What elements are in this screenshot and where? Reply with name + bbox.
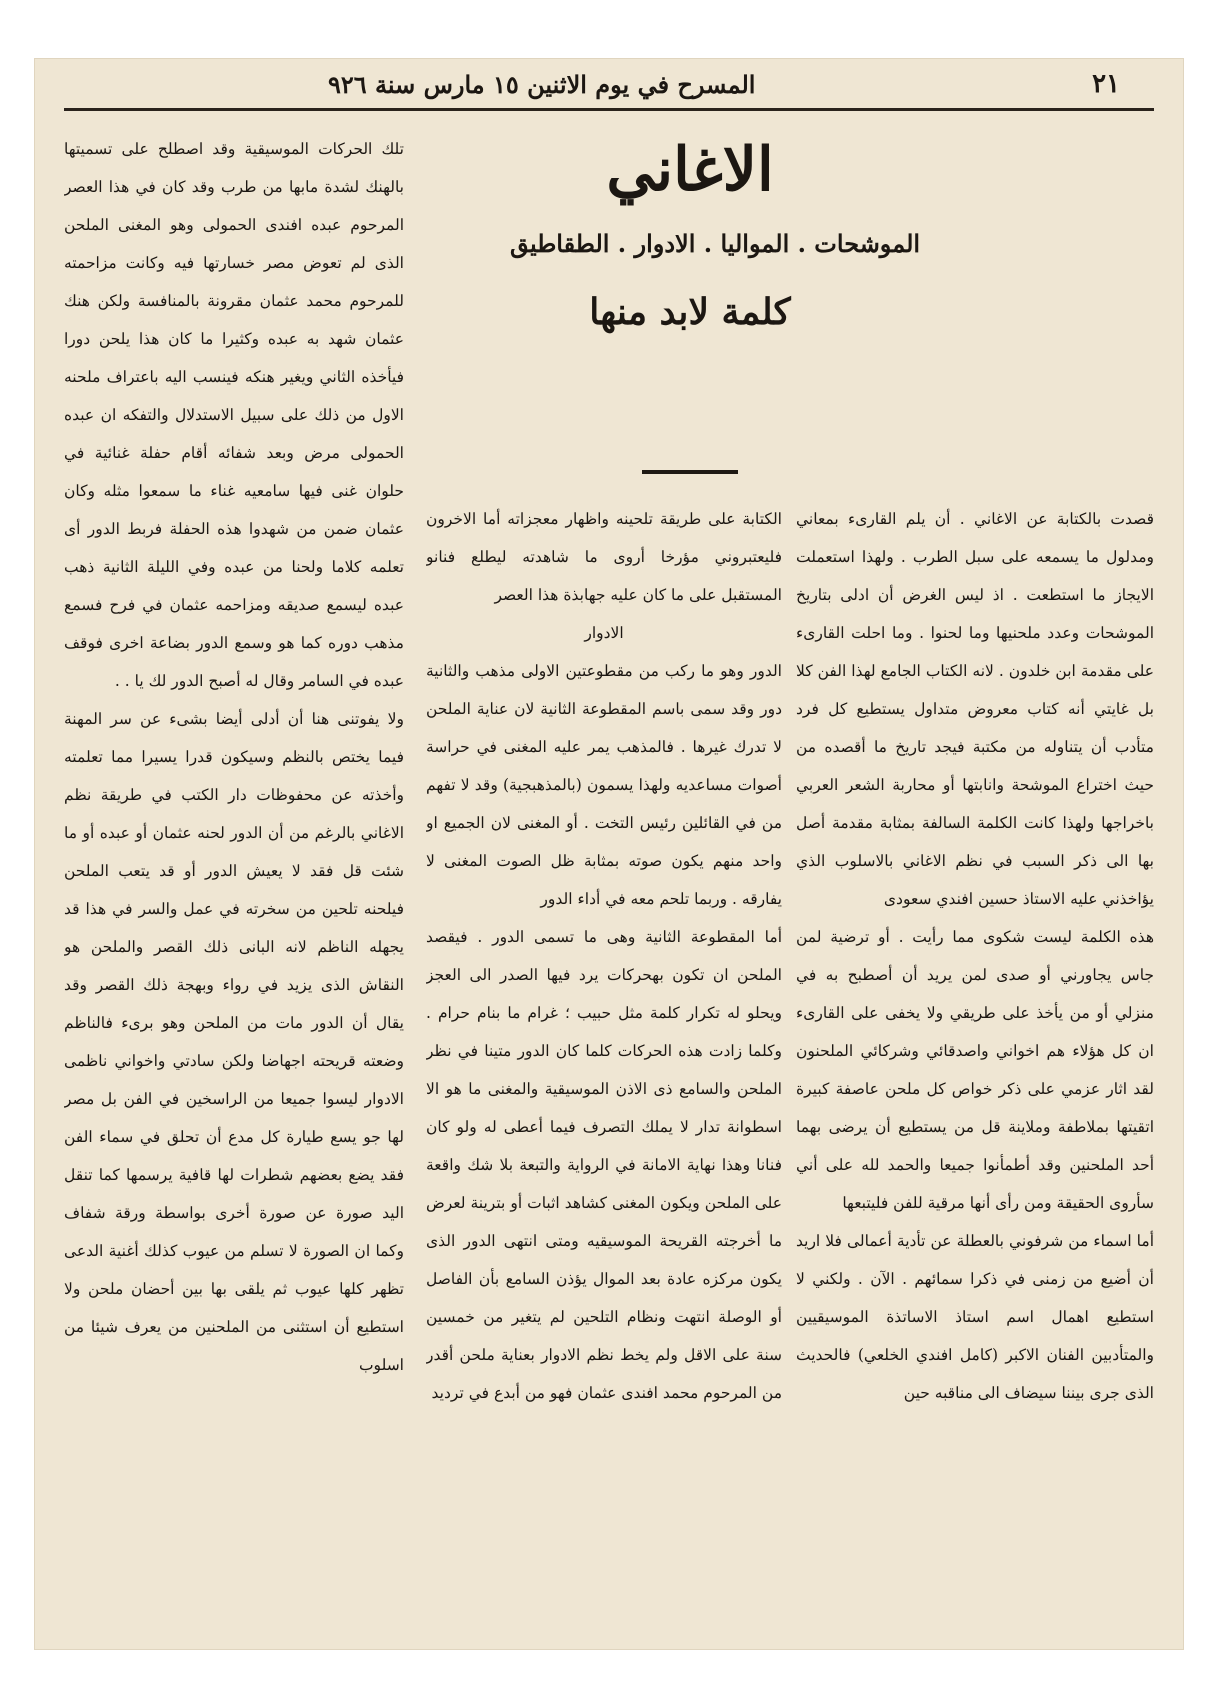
column-middle-paragraph: الكتابة على طريقة تلحينه واظهار معجزاته أما الاخرون فليعتبروني مؤرخا أروى ما شاهدته ليطلع فنانو المستقبل على ما كان عليه جهابذة هذا العصر	[426, 510, 782, 604]
column-middle	[426, 500, 782, 1630]
header-date: المسرح في يوم الاثنين ١٥ مارس سنة ٩٢٦	[328, 69, 756, 99]
column-right-paragraph: قصدت بالكتابة عن الاغاني . أن يلم القارىء بمعاني ومدلول ما يسمعه على سبل الطرب . ولهذا استعملت الايجاز ما استطعت . اذ ليس الغرض أن ادلى بتاريخ الموشحات وعدد ملحنيها وما لحنوا . وما احلت القارىء على مقدمة ابن خلدون . لانه الكتاب الجامع لهذا الفن كلا بل غايتي أنه كتاب معروض متداول يستطيع كل فرد متأدب أن يتناوله من مكتبة فيجد تاريخ ما أقصده من حيث اختراع الموشحة وانابتها أو محاربة الشعر العربي باخراجها ولهذا كانت الكلمة السالفة بمثابة مقدمة أصل بها الى ذكر السبب في نظم الاغاني بالاسلوب الذي يؤاخذني عليه الاستاذ حسين افندي سعودى	[796, 510, 1154, 908]
column-right-paragraph: أما اسماء من شرفوني بالعطلة عن تأدية أعمالى فلا اريد أن أضيع من زمنى في ذكرا سمائهم . الآن . ولكني لا استطيع اهمال اسم استاذ الاساتذة الموسيقيين والمتأدبين الفنان الاكبر (كامل افندي الخلعي) فالحديث الذى جرى بيننا سيضاف الى مناقبه حين	[796, 1232, 1154, 1402]
article-columns	[64, 130, 1154, 1630]
title-rule	[642, 470, 738, 474]
column-middle-paragraph: أما المقطوعة الثانية وهى ما تسمى الدور . فيقصد الملحن ان تكون بهحركات يرد فيها الصدر الى العجز ويحلو له تكرار كلمة مثل حبيب ؛ غرام ما بنام حرام . وكلما زادت هذه الحركات كلما كان الدور متينا في نظر الملحن والسامع ذى الاذن الموسيقية والمغنى ما هو الا اسطوانة تدار لا يملك التصرف فيما أعطى له ولو كان فنانا وهذا نهاية الامانة في الرواية والتبعة بلا شك واقعة على الملحن ويكون المغنى كشاهد اثبات أو بترينة لعرض ما أخرجته القريحة الموسيقيه ومتى انتهى الدور الذى يكون مركزه عادة بعد الموال يؤذن السامع بأن الفاصل أو الوصلة انتهت ونظام التلحين لم يتغير من خمسين سنة على الاقل ولم يخط نظم الادوار بعناية ملحن أقدر من المرحوم محمد افندى عثمان فهو من أبدع في ترديد	[426, 928, 782, 1402]
article-title: الاغاني	[606, 135, 774, 205]
newspaper-page	[34, 58, 1184, 1650]
page-number: ٢١	[1092, 69, 1120, 99]
column-right-paragraph: هذه الكلمة ليست شكوى مما رأيت . أو ترضية لمن جاس يجاورني أو صدى لمن يريد أن أصطبح به في منزلي أو من يأخذ على طريقي ولا يخفى على القارىء ان كل هؤلاء هم اخواني واصدقائي وشركائي الملحنون لقد اثار عزمي على ذكر خواص كل ملحن عاصفة كبيرة اتقيتها بملاطفة وملاينة قل من يستطيع أن يرضى بهما أحد الملحنين وقد أطمأنوا جميعا والحمد لله على أني سأروى الحقيقة ومن رأى أنها مرقية للفن فليتبعها	[796, 928, 1154, 1212]
column-left	[64, 130, 404, 1630]
column-right	[796, 500, 1154, 1630]
column-middle-paragraph: الدور وهو ما ركب من مقطوعتين الاولى مذهب والثانية دور وقد سمى باسم المقطوعة الثانية لان عناية الملحن لا تدرك غيرها . فالمذهب يمر عليه المغنى في حراسة أصوات مساعديه ولهذا يسمون (بالمذهبجية) وقد لا تفهم من في القائلين رئيس التخت . أو المغنى لان الجميع او واحد منهم يكون صوته بمثابة ظل الصوت المغنى لا يفارقه . وربما تلحم معه في أداء الدور	[426, 662, 782, 908]
column-left-paragraph: تلك الحركات الموسيقية وقد اصطلح على تسميتها بالهنك لشدة مابها من طرب وقد كان في هذا العصر المرحوم عبده افندى الحمولى وهو المغنى الملحن الذى لم تعوض مصر خسارتها فيه وكانت مزاحمته للمرحوم محمد عثمان مقرونة بالمنافسة ولكن هنك عثمان شهد به عبده وكثيرا ما كان هذا يلحن دورا فيأخذه الثاني ويغير هنكه فينسب اليه باعتراف ملحنه الاول من ذلك على سبيل الاستدلال والتفكه ان عبده الحمولى مرض وبعد شفائه أقام حفلة غنائية في حلوان غنى فيها سامعيه غناء ما سمعوا مثله وكان عثمان ضمن من شهدوا هذه الحفلة فربط الدور أى تعلمه كلاما ولحنا من عبده وفي الليلة الثانية ذهب عبده ليسمع صديقه ومزاحمه عثمان في فرح فسمع مذهب دوره كما هو وسمع الدور بضاعة اخرى فوقف عبده في السامر وقال له أصبح الدور لك يا . .	[64, 140, 404, 690]
article-title-block	[426, 130, 1154, 500]
article-subtitle: الموشحات . المواليا . الادوار . الطقاطيق	[509, 229, 921, 258]
header-rule	[64, 108, 1154, 111]
page-header	[58, 64, 1160, 104]
section-heading-adwar: الادوار	[584, 624, 624, 642]
article-kicker: كلمة لابد منها	[589, 291, 791, 333]
column-left-paragraph: ولا يفوتنى هنا أن أدلى أيضا بشىء عن سر المهنة فيما يختص بالنظم وسيكون قدرا يسيرا مما تعلمته وأخذته عن محفوظات دار الكتب في طريقة نظم الاغاني بالرغم من أن الدور لحنه عثمان أو عبده أو ما شئت قل فقد لا يعيش الدور أو قد يتعب الملحن فيلحنه تلحين من سخرته في عمل والسر في هذا قد يجهله الناظم لانه البانى ذلك القصر والملحن هو النقاش الذى يزيد في رواء وبهجة ذلك القصر وقد يقال أن الدور مات من الملحن وهو برىء فالناظم وضعته قريحته اجهاضا ولكن سادتي واخواني ناظمى الادوار ليسوا جميعا من الراسخين في الفن بل مصر لها جو يسع طيارة كل مدع أن تحلق في سماء الفن فقد يضع بعضهم شطرات لها قافية يرسمها كما تنقل اليد صورة عن صورة أخرى بواسطة ورقة شفاف وكما ان الصورة لا تسلم من عيوب كذلك أغنية الدعى تظهر كلها عيوب ثم يلقى بها بين أحضان ملحن ولا استطيع أن استثنى من الملحنين من يعرف شيئا من اسلوب	[64, 710, 404, 1374]
